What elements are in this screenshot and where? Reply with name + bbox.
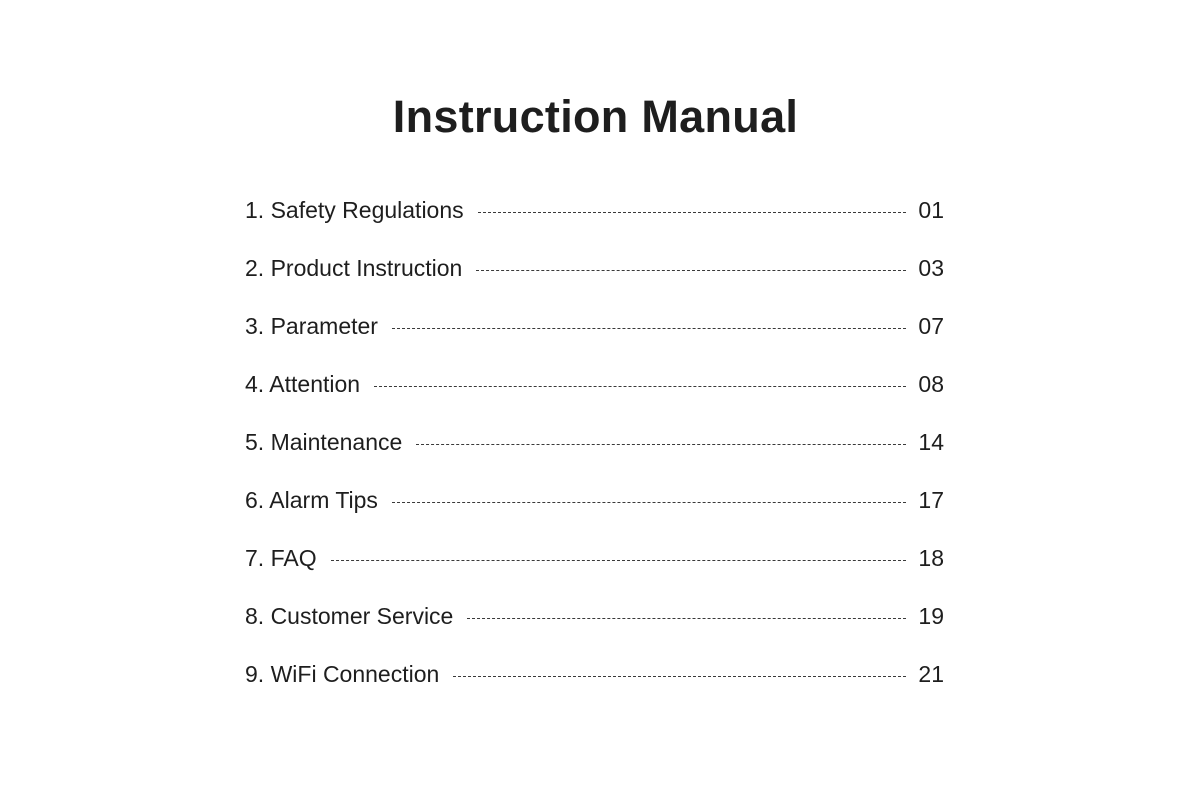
toc-entry-label: 8. Customer Service (245, 602, 454, 629)
toc-entry-page-number: 07 (918, 312, 944, 339)
table-of-contents (245, 181, 944, 703)
toc-entry-page-number: 03 (918, 254, 944, 281)
dotted-leader (331, 560, 906, 561)
toc-entry-label: 1. Safety Regulations (245, 196, 464, 223)
dotted-leader (453, 676, 906, 677)
toc-entry-customer-service[interactable] (245, 587, 944, 645)
dotted-leader (416, 444, 906, 445)
toc-entry-page-number: 08 (918, 370, 944, 397)
toc-entry-label: 9. WiFi Connection (245, 660, 440, 687)
toc-entry-label: 7. FAQ (245, 544, 317, 571)
dotted-leader (467, 618, 906, 619)
toc-entry-product-instruction[interactable] (245, 239, 944, 297)
toc-entry-maintenance[interactable] (245, 413, 944, 471)
toc-entry-page-number: 18 (918, 544, 944, 571)
toc-entry-attention[interactable] (245, 355, 944, 413)
toc-entry-page-number: 19 (918, 602, 944, 629)
dotted-leader (392, 502, 906, 503)
toc-entry-label: 5. Maintenance (245, 428, 403, 455)
toc-entry-label: 6. Alarm Tips (245, 486, 378, 513)
toc-entry-safety-regulations[interactable] (245, 181, 944, 239)
dotted-leader (478, 212, 906, 213)
toc-entry-label: 3. Parameter (245, 312, 378, 339)
toc-entry-page-number: 21 (918, 660, 944, 687)
toc-entry-page-number: 01 (918, 196, 944, 223)
toc-entry-page-number: 14 (918, 428, 944, 455)
dotted-leader (374, 386, 906, 387)
dotted-leader (392, 328, 906, 329)
dotted-leader (476, 270, 906, 271)
toc-entry-parameter[interactable] (245, 297, 944, 355)
toc-entry-alarm-tips[interactable] (245, 471, 944, 529)
toc-entry-label: 2. Product Instruction (245, 254, 463, 281)
page-title: Instruction Manual (392, 91, 799, 142)
toc-entry-label: 4. Attention (245, 370, 361, 397)
toc-entry-wifi-connection[interactable] (245, 645, 944, 703)
toc-entry-page-number: 17 (918, 486, 944, 513)
toc-entry-faq[interactable] (245, 529, 944, 587)
